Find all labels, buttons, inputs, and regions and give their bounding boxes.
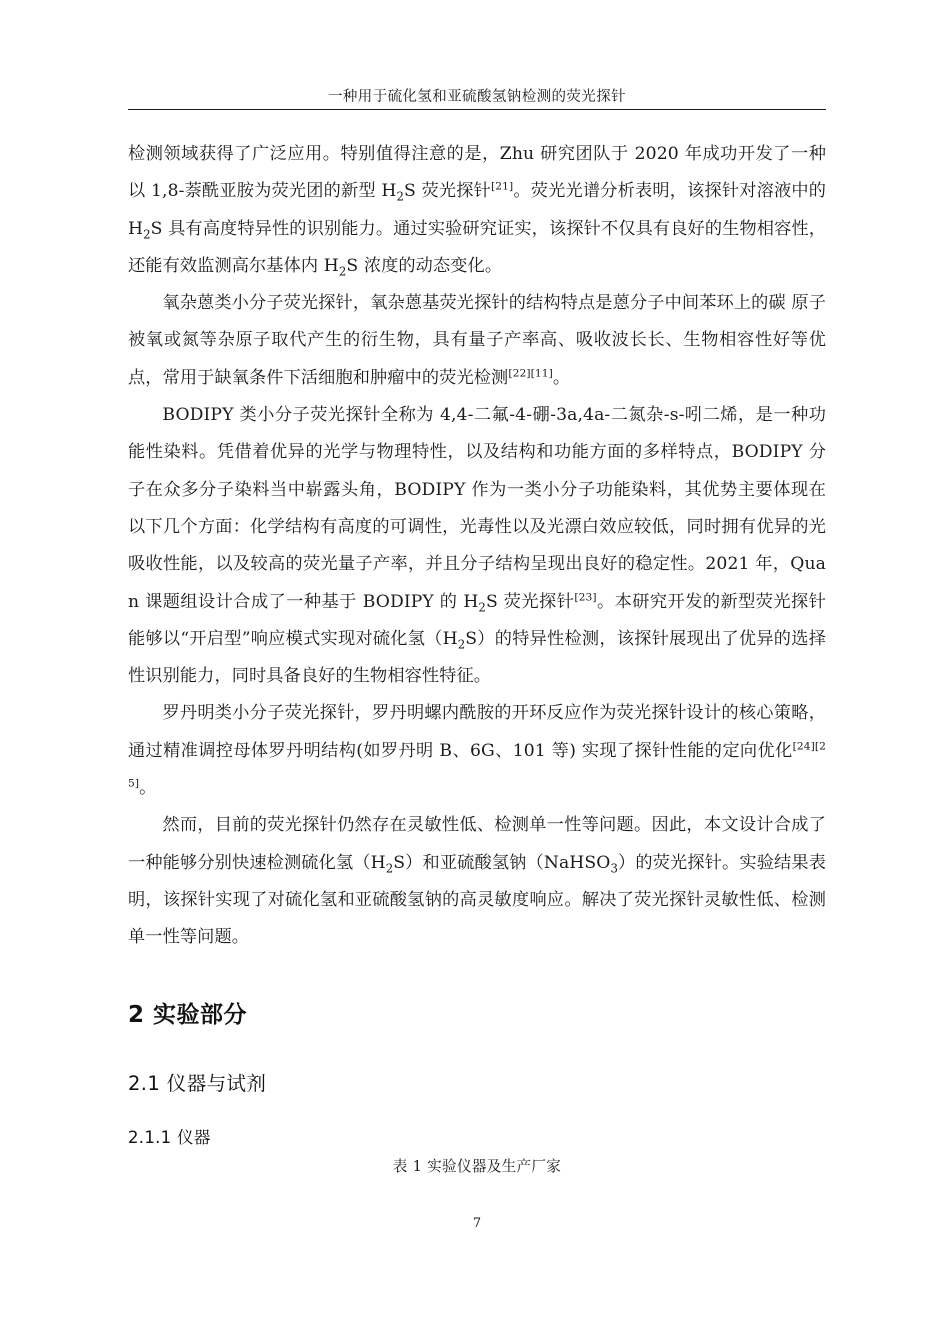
header-divider-rule [128,109,826,110]
section-heading-experimental: 2 实验部分 [128,1002,248,1028]
section-heading-wrap [128,1002,826,1030]
paragraph-zhu-2020: 检测领域获得了广泛应用。特别值得注意的是，Zhu 研究团队于 2020 年成功开发了一种以 1,8-萘酰亚胺为荧光团的新型 $H_2S$ 荧光探针[21]。荧光光谱分析表明，该探针对溶液中的 $H_2S$ 具有高度特异性的识别能力。通过实验研究证实，该探针不仅具有良好的生物相容性，还能有效监测高尔基体内 $H_2S$ 浓度的动态变化。 [128,144,826,279]
paragraph-xanthene: 氧杂蒽类小分子荧光探针，氧杂蒽基荧光探针的结构特点是蒽分子中间苯环上的碳 原子被氧或氮等杂原子取代产生的衍生物，具有量子产率高、吸收波长长、生物相容性好等优点，常用于缺氧条件下活细胞和肿瘤中的荧光检测[22][11]。 [128,293,826,388]
paragraph-rhodamine: 罗丹明类小分子荧光探针，罗丹明螺内酰胺的开环反应作为荧光探针设计的核心策略，通过精准调控母体罗丹明结构(如罗丹明 B、6G、101 等) 实现了探针性能的定向优化[24][25]。 [128,703,826,799]
page-header [128,88,826,110]
page-number: 7 [472,1216,482,1231]
subsubsection-heading-wrap [128,1128,826,1148]
paragraph-conclusion: 然而，目前的荧光探针仍然存在灵敏性低、检测单一性等问题。因此，本文设计合成了一种能够分别快速检测硫化氢$(H_2S)$和亚硫酸氢钠（NaHSO$_3$）的荧光探针。实验结果表明，该探针实现了对硫化氢和亚硫酸氢钠的高灵敏度响应。解决了荧光探针灵敏性低、检测单一性等问题。 [128,815,826,948]
subsubsection-heading-instruments: 2.1.1 仪器 [128,1128,211,1147]
table-caption-1: 表 1 实验仪器及生产厂家 [392,1158,562,1175]
subsection-heading-instruments-reagents: 2.1 仪器与试剂 [128,1072,267,1095]
body-text-column [128,136,826,957]
running-header-title: 一种用于硫化氢和亚硫酸氢钠检测的荧光探针 [328,89,626,105]
subsection-heading-wrap [128,1072,826,1095]
paragraph-bodipy: BODIPY 类小分子荧光探针全称为 4,4-二氟-4-硼-3a,4a-二氮杂-s-吲二烯，是一种功能性染料。凭借着优异的光学与物理特性，以及结构和功能方面的多样特点，BODIPY 分子在众多分子染料当中崭露头角，BODIPY 作为一类小分子功能染料，其优势主要体现在以下几个方面：化学结构有高度的可调性，光毒性以及光漂白效应较低，同时拥有优异的光吸收性能，以及较高的荧光量子产率，并且分子结构呈现出良好的稳定性。2021 年，Quan 课题组设计合成了一种基于 BODIPY 的 $H_2S$ 荧光探针[23]。本研究开发的新型荧光探针能够以“开启型”响应模式实现对硫化氢$(H_2S)$的特异性检测，该探针展现出了优异的选择性识别能力，同时具备良好的生物相容性特征。 [128,405,826,687]
